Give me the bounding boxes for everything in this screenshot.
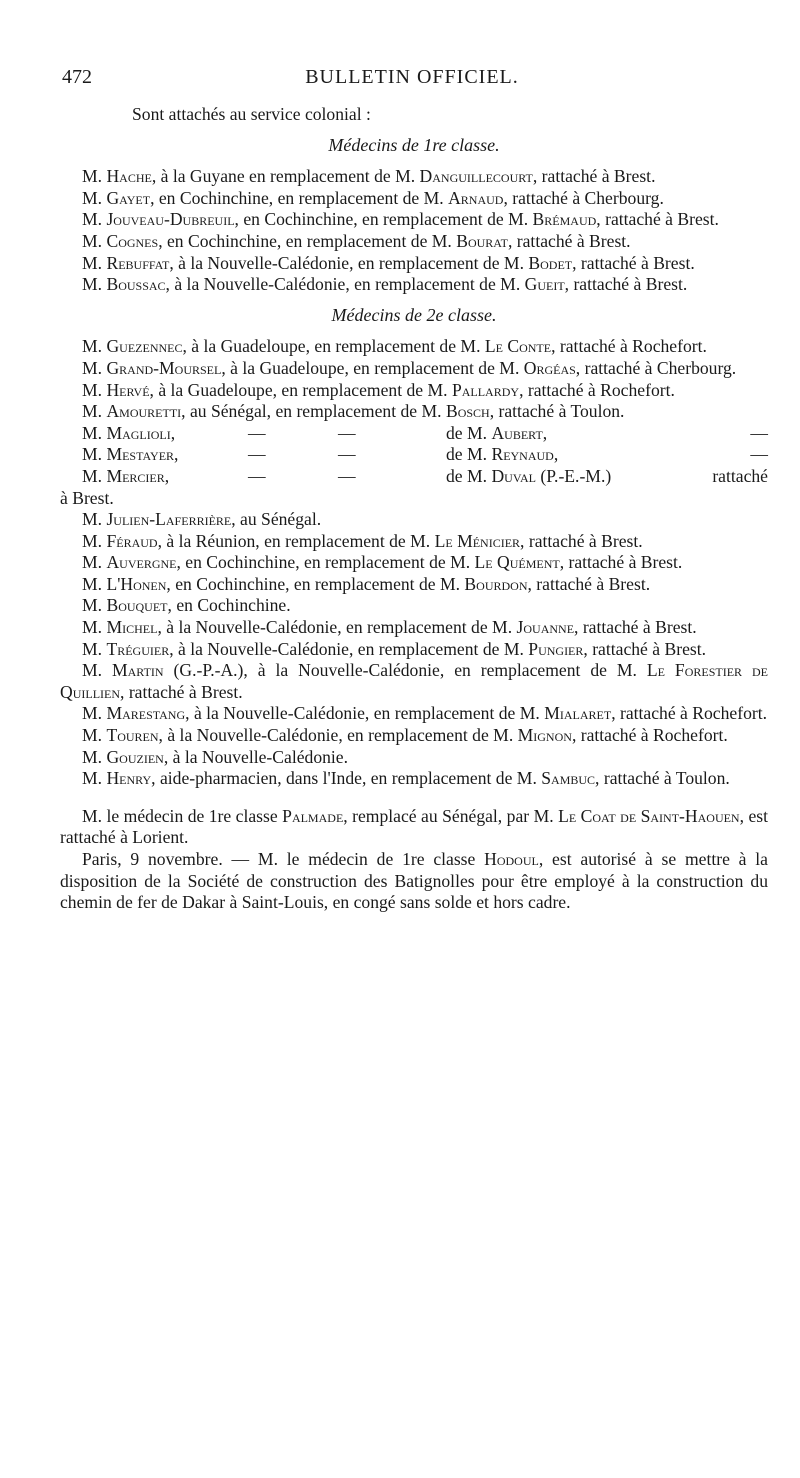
entry-tail: , rattaché à Brest. — [574, 617, 697, 638]
officer-name: Hache — [106, 166, 152, 187]
officer-cell — [82, 466, 248, 488]
replaced-name: Bourat — [456, 230, 508, 251]
officer-name: Le Coat de Saint-Haouen — [558, 805, 740, 826]
entry-paragraph — [60, 358, 768, 380]
entry-prefix: M. — [82, 509, 107, 530]
officer-name: Féraud — [106, 530, 158, 551]
replaced-name: Le Forestier de Quillien — [60, 660, 768, 702]
officer-name: Hodoul — [484, 849, 539, 869]
replaced-cell — [446, 444, 646, 466]
ditto-dash: — — [338, 422, 356, 443]
entry-prefix: M. — [82, 401, 107, 422]
replaced-name: Le Ménicier — [434, 530, 521, 551]
officer-name: L'Honen — [106, 573, 167, 594]
replaced-name: Orgéas — [523, 357, 576, 378]
officer-name: Maglioli — [106, 422, 171, 443]
entry-prefix: de M. — [446, 465, 492, 486]
entry-punct: , — [542, 422, 548, 443]
entry-tail: , rattaché à Brest. — [564, 274, 688, 295]
officer-name: Gayet — [106, 187, 151, 208]
entry-tail: , rattaché à Brest. — [583, 638, 707, 659]
section-1-entries — [60, 166, 768, 296]
entry-text: , à la Nouvelle-Calédonie, en remplacement de M. — [165, 274, 525, 295]
entry-paragraph — [60, 725, 768, 747]
entry-prefix: M. — [82, 274, 107, 295]
ditto-dash: — — [338, 444, 356, 465]
entry-paragraph — [60, 617, 768, 639]
entry-tail: , rattaché à Toulon. — [489, 401, 625, 422]
entry-tail: , rattaché à Brest. — [527, 573, 651, 594]
replaced-name: Le Conte — [484, 336, 552, 357]
entry-prefix: M. — [82, 379, 107, 400]
entry-punct: , — [170, 422, 176, 443]
ditto-dash: — — [248, 465, 266, 486]
ditto-dash: — — [248, 422, 266, 443]
entry-paragraph — [60, 401, 768, 423]
tail-cell: — — [750, 422, 768, 443]
entry-text: , aide-pharmacien, dans l'Inde, en remplacement de M. — [151, 768, 542, 789]
officer-name: Henry — [106, 768, 152, 789]
closing-text: , est autorisé à se mettre à la disposition de la Société de construction des Batignolles pour être employé à la construction du chemin de fer de Dakar à Saint-Louis, en congé sans solde et hors cadre. — [60, 849, 768, 913]
officer-cell — [82, 444, 248, 466]
officer-name: Mercier — [106, 465, 165, 486]
entry-paragraph — [60, 639, 768, 661]
replaced-name: Danguillecourt — [419, 166, 533, 187]
entry-text: , à la Guadeloupe, en remplacement de M. — [182, 336, 485, 357]
entry-prefix: M. — [82, 230, 107, 251]
officer-name: Martin — [112, 660, 164, 681]
entry-tail: , rattaché à Rochefort. — [611, 703, 768, 724]
officer-name: Guezennec — [106, 336, 183, 357]
entry-prefix: M. — [82, 530, 107, 551]
entry-paragraph — [60, 336, 768, 358]
replaced-cell — [446, 466, 646, 488]
intro-line: Sont attachés au service colonial : — [132, 104, 371, 124]
replaced-name: Sambuc — [541, 768, 596, 789]
entry-prefix: M. — [82, 595, 107, 616]
entry-prefix: M. — [82, 746, 107, 767]
entry-text: , à la Nouvelle-Calédonie, en remplacement de M. — [157, 617, 517, 638]
entry-tail: , rattaché à Brest. — [120, 681, 243, 702]
entry-paragraph — [60, 703, 768, 725]
entry-tail: , rattaché à Brest. — [572, 252, 695, 273]
entry-prefix: M. — [82, 638, 107, 659]
entry-text: , en Cochinchine, en remplacement de M. — [234, 209, 533, 230]
replaced-name: Jouanne — [516, 617, 575, 638]
entry-punct: (P.-E.-M.) — [535, 465, 612, 486]
tail-cell: — — [750, 444, 768, 465]
officer-name: Grand-Moursel — [106, 357, 222, 378]
replaced-name: Gueit — [524, 274, 565, 295]
entry-text: , à la Nouvelle-Calédonie, en remplacement de M. — [158, 725, 518, 746]
entry-prefix: M. — [82, 552, 107, 573]
replaced-name: Brémaud — [532, 209, 597, 230]
entry-prefix: M. — [82, 357, 107, 378]
entry-prefix: M. — [82, 336, 107, 357]
entry-tail: , rattaché à Rochefort. — [571, 725, 728, 746]
officer-name: Palmade — [282, 805, 344, 826]
closing-paragraph-1 — [60, 806, 768, 849]
closing-text: , est rattaché à Lorient. — [60, 805, 769, 848]
entry-paragraph — [60, 209, 768, 231]
entry-prefix: M. — [82, 768, 107, 789]
entry-text: , au Sénégal, en remplacement de M. — [181, 401, 446, 422]
entry-paragraph — [60, 660, 768, 703]
entry-text: , en Cochinchine, en remplacement de M. — [166, 573, 465, 594]
officer-name: Jouveau-Dubreuil — [106, 209, 235, 230]
closing-text: Paris, 9 novembre. — M. le médecin de 1re classe — [82, 849, 485, 869]
replaced-name: Pungier — [528, 638, 584, 659]
entry-paragraph — [60, 595, 768, 617]
entry-paragraph — [60, 380, 768, 402]
entry-prefix: de M. — [446, 422, 492, 443]
entry-prefix: M. — [82, 422, 107, 443]
officer-name: Bouquet — [106, 595, 168, 616]
replaced-name: Bodet — [528, 252, 573, 273]
entry-prefix: M. — [82, 444, 107, 465]
entry-text: , à la Nouvelle-Calédonie, en remplacement de M. — [169, 638, 529, 659]
entry-tail: , rattaché à Brest. — [507, 230, 631, 251]
entry-tail: , rattaché à Cherbourg. — [503, 187, 664, 208]
entry-text: , à la Réunion, en remplacement de M. — [157, 530, 435, 551]
officer-name: Marestang — [106, 703, 186, 724]
replaced-name: Mialaret — [544, 703, 612, 724]
entry-prefix: M. — [82, 209, 107, 230]
officer-name: Hervé — [106, 379, 150, 400]
replaced-name: Le Quément — [474, 552, 560, 573]
closing-text: , remplacé au Sénégal, par M. — [343, 805, 559, 826]
entry-prefix: M. — [82, 573, 107, 594]
ditto-dash: — — [248, 444, 266, 465]
entry-paragraph — [60, 231, 768, 253]
section-2-entries-a — [60, 336, 768, 422]
table-row — [60, 423, 768, 445]
section-title-2: Médecins de 2e classe. — [331, 304, 497, 325]
officer-name: Cognes — [106, 230, 159, 251]
entry-paragraph — [60, 509, 768, 531]
entry-paragraph — [60, 166, 768, 188]
entry-text: (G.-P.-A.), à la Nouvelle-Calédonie, en remplacement de M. — [163, 660, 647, 681]
closing-paragraph-2 — [60, 849, 768, 914]
section-2-entries-b — [60, 509, 768, 790]
officer-cell — [82, 423, 248, 445]
entry-tail: , rattaché à Rochefort. — [551, 336, 707, 357]
entry-prefix: M. — [82, 252, 107, 273]
entry-prefix: M. — [82, 725, 107, 746]
page-number: 472 — [62, 66, 92, 88]
entry-tail: , rattaché à Rochefort. — [519, 379, 675, 400]
entry-prefix: M. — [82, 660, 112, 681]
table-row — [60, 466, 768, 488]
officer-name: Julien-Laferrière — [106, 509, 232, 530]
officer-name: Auvergne — [106, 552, 177, 573]
replaced-name: Bourdon — [464, 573, 528, 594]
entry-punct: , — [553, 444, 559, 465]
entry-paragraph — [60, 531, 768, 553]
replaced-name: Duval — [491, 465, 536, 486]
entry-paragraph — [60, 188, 768, 210]
entry-paragraph — [60, 574, 768, 596]
entry-text: , à la Guadeloupe, en remplacement de M. — [221, 357, 524, 378]
officer-name: Michel — [106, 617, 158, 638]
entry-paragraph — [60, 274, 768, 296]
entry-punct: , — [174, 444, 179, 465]
entry-text: , en Cochinchine, en remplacement de M. — [158, 230, 457, 251]
entry-prefix: M. — [82, 166, 107, 187]
replaced-name: Pallardy — [451, 379, 520, 400]
officer-name: Gouzien — [106, 746, 164, 767]
document-body — [60, 104, 768, 914]
entry-prefix: de M. — [446, 444, 492, 465]
entry-prefix: M. — [82, 187, 107, 208]
section-title-1: Médecins de 1re classe. — [328, 134, 500, 155]
officer-name: Boussac — [106, 274, 166, 295]
page-header — [62, 66, 762, 96]
replaced-name: Arnaud — [448, 187, 504, 208]
officer-name: Amouretti — [106, 401, 182, 422]
entry-text: , au Sénégal. — [231, 509, 322, 530]
officer-name: Touren — [106, 725, 159, 746]
entry-tail: , rattaché à Toulon. — [595, 768, 730, 789]
officer-name: Tréguier — [106, 638, 170, 659]
closing-text: M. le médecin de 1re classe — [82, 805, 283, 826]
table-continuation: à Brest. — [60, 487, 114, 508]
entry-tail: , rattaché à Brest. — [559, 552, 683, 573]
running-title: BULLETIN OFFICIEL. — [305, 66, 519, 88]
entry-paragraph — [60, 552, 768, 574]
replaced-name: Reynaud — [491, 444, 554, 465]
entry-paragraph — [60, 768, 768, 790]
entry-paragraph — [60, 253, 768, 275]
replacement-table — [60, 423, 768, 488]
replaced-cell — [446, 423, 646, 445]
entry-text: , à la Nouvelle-Calédonie. — [163, 746, 349, 767]
entry-tail: , rattaché à Cherbourg. — [575, 357, 737, 378]
entry-punct: , — [164, 465, 170, 486]
entry-prefix: M. — [82, 703, 107, 724]
tail-cell: rattaché — [712, 465, 768, 486]
entry-tail: , rattaché à Brest. — [596, 209, 719, 230]
entry-prefix: M. — [82, 465, 107, 486]
entry-text: , en Cochinchine. — [167, 595, 291, 616]
entry-text: , en Cochinchine, en remplacement de M. — [176, 552, 475, 573]
entry-tail: , rattaché à Brest. — [520, 530, 643, 551]
entry-text: , à la Guyane en remplacement de M. — [151, 166, 420, 187]
entry-text: , en Cochinchine, en remplacement de M. — [150, 187, 449, 208]
replaced-name: Mignon — [517, 725, 572, 746]
replaced-name: Bosch — [445, 401, 490, 422]
entry-text: , à la Nouvelle-Calédonie, en remplacement de M. — [169, 252, 529, 273]
replaced-name: Aubert — [491, 422, 543, 443]
entry-paragraph — [60, 747, 768, 769]
entry-tail: , rattaché à Brest. — [532, 166, 656, 187]
table-row — [60, 444, 768, 466]
ditto-dash: — — [338, 465, 356, 486]
officer-name: Mestayer — [106, 444, 175, 465]
officer-name: Rebuffat — [106, 252, 170, 273]
entry-prefix: M. — [82, 617, 107, 638]
entry-text: , à la Guadeloupe, en remplacement de M. — [149, 379, 452, 400]
entry-text: , à la Nouvelle-Calédonie, en remplacement de M. — [185, 703, 545, 724]
